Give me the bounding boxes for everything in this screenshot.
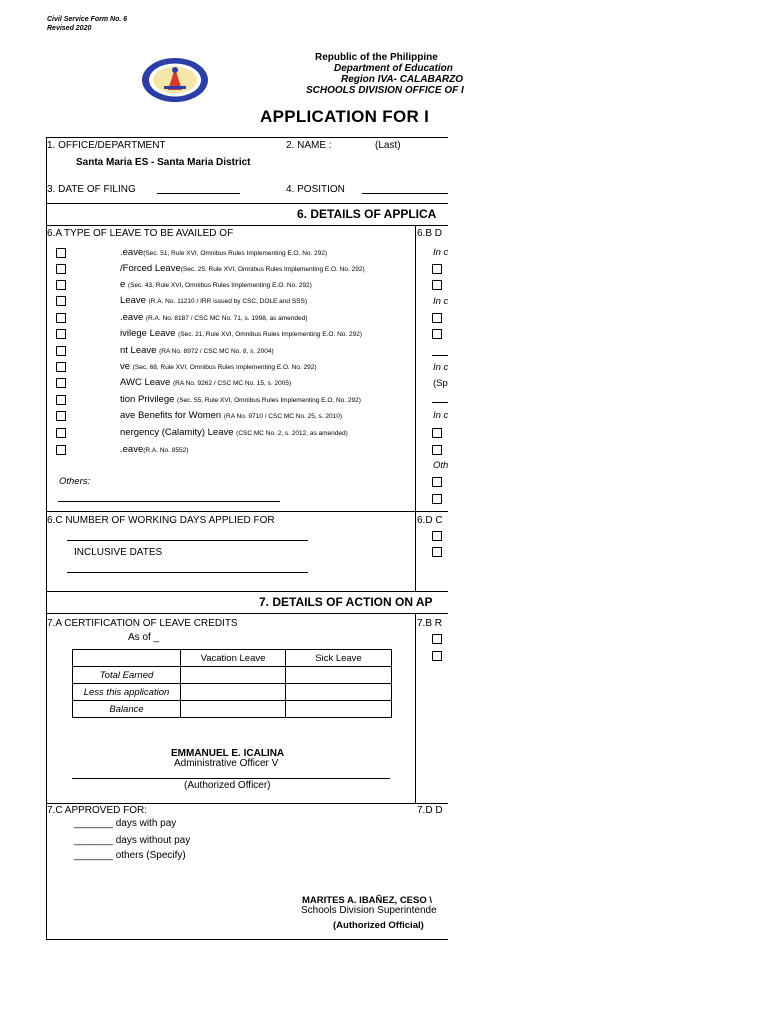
name-label: 2. NAME : [286,140,332,151]
office-label: 1. OFFICE/DEPARTMENT [47,140,166,151]
table-cell [73,650,181,667]
form-revised: Revised 2020 [47,25,92,32]
recommendation-checkbox[interactable] [432,651,442,661]
official-title: Schools Division Superintende [301,905,437,916]
commutation-label: 6.D C [417,515,443,526]
leave-type-item: nt Leave (RA No. 8972 / CSC MC No. 8, s. 2004) [120,345,274,356]
table-header-row [73,650,392,667]
leave-type-item: .eave (R.A. No. 8187 / CSC MC No. 71, s. 1998, as amended) [120,312,308,323]
recommendation-label: 7.B R [417,618,443,629]
position-label: 4. POSITION [286,184,345,195]
frame-top [46,137,448,138]
section7-title-bottom [46,613,448,614]
office-value: Santa Maria ES - Santa Maria District [76,157,251,168]
others-label: Others: [59,476,91,487]
officer-name: EMMANUEL E. ICALINA [171,748,285,759]
section6-title: 6. DETAILS OF APPLICA [297,207,437,221]
section7c-top [46,803,448,804]
as-of-label: As of _ [128,632,160,643]
leave-type-item: ve (Sec. 68, Rule XVI, Omnibus Rules Implementing E.O. No. 292) [120,361,317,372]
table-row [73,667,392,684]
authorized-official-label: (Authorized Official) [333,920,424,931]
table-cell[interactable] [286,701,392,718]
details-option-label: In c [433,247,449,258]
leave-checkbox[interactable] [56,280,66,290]
officer-title: Administrative Officer V [174,758,279,769]
section6-divider [415,225,416,591]
working-days-field[interactable] [67,540,308,541]
disapproved-label: 7.D D [417,805,443,816]
details-field[interactable] [432,402,448,403]
leave-checkbox[interactable] [56,395,66,405]
details-checkbox[interactable] [432,313,442,323]
leave-checkbox[interactable] [56,313,66,323]
section6-title-bottom [46,225,448,226]
inclusive-dates-label: INCLUSIVE DATES [74,547,163,558]
frame-left [46,137,47,939]
date-filing-field[interactable] [157,193,240,194]
republic-text: Republic of the Philippine [315,52,438,63]
commutation-checkbox[interactable] [432,547,442,557]
leave-type-item: .eave(R.A. No. 8552) [120,444,189,455]
leave-checkbox[interactable] [56,411,66,421]
details-option-label: In c [433,296,449,307]
others-specify[interactable]: _______ others (Specify) [74,850,186,861]
table-row-label: Total Earned [73,667,181,684]
leave-checkbox[interactable] [56,248,66,258]
section6c-top [46,511,448,512]
table-row [73,684,392,701]
approved-for-label: 7.C APPROVED FOR: [47,805,148,816]
name-last-label: (Last) [375,140,401,151]
leave-checkbox[interactable] [56,445,66,455]
details-checkbox[interactable] [432,494,442,504]
details-checkbox[interactable] [432,477,442,487]
leave-checkbox[interactable] [56,329,66,339]
leave-type-item: AWC Leave (RA No. 9262 / CSC MC No. 15, s. 2005) [120,377,292,388]
inclusive-dates-field[interactable] [67,572,308,573]
table-cell[interactable] [181,667,286,684]
leave-type-item: ave Benefits for Women (RA No. 9710 / CSC MC No. 25, s. 2010) [120,410,342,421]
details-option-label: In c [433,410,449,421]
leave-type-item: e (Sec. 43, Rule XVI, Omnibus Rules Implementing E.O. No. 292) [120,279,312,290]
leave-type-item: nergency (Calamity) Leave (CSC MC No. 2, s. 2012, as amended) [120,427,348,438]
leave-checkbox[interactable] [56,362,66,372]
days-without-pay[interactable]: _______ days without pay [74,835,191,846]
table-row [73,701,392,718]
deped-seal-icon [140,56,210,104]
region-text: Region IVA- CALABARZO [341,74,464,85]
leave-checkbox[interactable] [56,346,66,356]
sdo-text: SCHOOLS DIVISION OFFICE OF I [306,85,464,96]
table-row-label: Balance [73,701,181,718]
form-number: Civil Service Form No. 6 [47,16,128,23]
position-field[interactable] [362,193,448,194]
officer-signature-line [72,778,390,779]
certification-label: 7.A CERTIFICATION OF LEAVE CREDITS [47,618,238,629]
date-filing-label: 3. DATE OF FILING [47,184,136,195]
table-cell[interactable] [286,684,392,701]
frame-bottom [46,939,448,940]
details-option-label: In c [433,362,449,373]
department-text: Department of Education [334,63,453,74]
table-cell[interactable] [181,701,286,718]
table-header: Sick Leave [286,650,392,667]
details-option-label: (Sp [433,378,448,389]
details-option-label: Oth [433,460,449,471]
leave-type-item: .eave(Sec. 51, Rule XVI, Omnibus Rules Implementing E.O. No. 292) [120,247,328,258]
leave-type-item: ivilege Leave (Sec. 21, Rule XVI, Omnibus Rules Implementing E.O. No. 292) [120,328,362,339]
details-leave-label: 6.B D [417,228,443,239]
leave-type-item: tion Privilege (Sec. 55, Rule XVI, Omnibus Rules Implementing E.O. No. 292) [120,394,361,405]
page-title: APPLICATION FOR I [260,107,430,126]
leave-credits-table [72,649,392,718]
details-field[interactable] [432,355,448,356]
leave-type-item: Leave (R.A. No. 11210 / IRR issued by CSC, DOLE and SSS) [120,295,308,306]
section7-top [46,591,448,592]
section6-top [46,203,448,204]
details-checkbox[interactable] [432,264,442,274]
leave-checkbox[interactable] [56,428,66,438]
leave-type-item: /Forced Leave(Sec. 25, Rule XVI, Omnibus Rules Implementing E.O. No. 292) [120,263,365,274]
working-days-label: 6.C NUMBER OF WORKING DAYS APPLIED FOR [47,515,275,526]
details-checkbox[interactable] [432,329,442,339]
official-name: MARITES A. IBAÑEZ, CESO \ [302,895,433,906]
table-cell[interactable] [181,684,286,701]
section7-title: 7. DETAILS OF ACTION ON AP [259,595,433,609]
details-checkbox[interactable] [432,280,442,290]
type-of-leave-label: 6.A TYPE OF LEAVE TO BE AVAILED OF [47,228,234,239]
commutation-checkbox[interactable] [432,531,442,541]
section7-divider [415,613,416,803]
details-checkbox[interactable] [432,428,442,438]
others-field[interactable] [58,501,280,502]
leave-checkbox[interactable] [56,264,66,274]
leave-checkbox[interactable] [56,378,66,388]
table-header: Vacation Leave [181,650,286,667]
recommendation-checkbox[interactable] [432,634,442,644]
details-checkbox[interactable] [432,445,442,455]
table-cell[interactable] [286,667,392,684]
days-with-pay[interactable]: _______ days with pay [74,818,177,829]
authorized-officer-label: (Authorized Officer) [184,780,271,791]
table-row-label: Less this application [73,684,181,701]
leave-checkbox[interactable] [56,296,66,306]
